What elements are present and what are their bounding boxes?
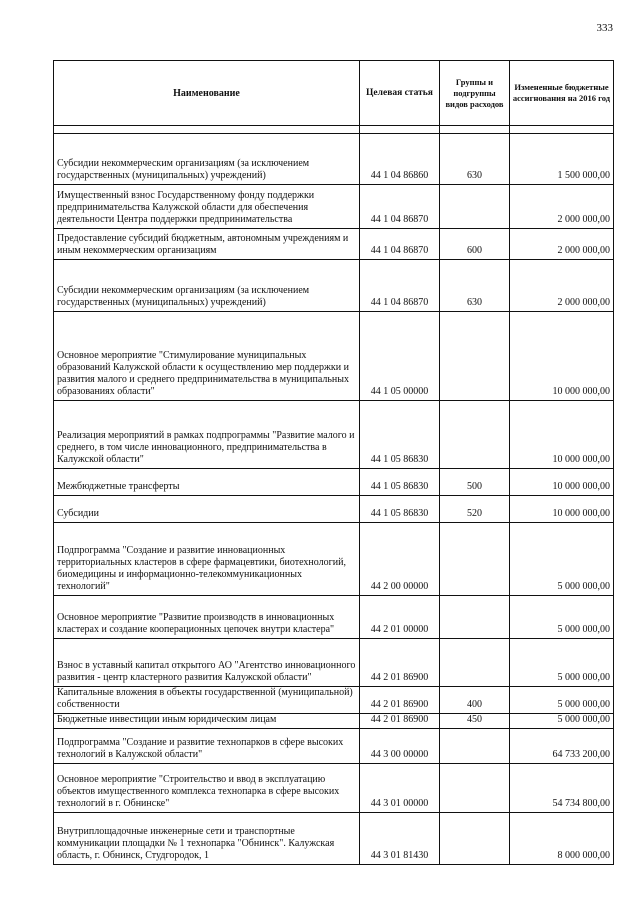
budget-table: [53, 60, 614, 865]
cell-article: 44 1 05 86830: [360, 469, 440, 496]
cell-amount: 5 000 000,00: [510, 687, 614, 714]
cell-name: Подпрограмма "Создание и развитие технопарков в сфере высоких технологий в Калужской области": [54, 729, 360, 764]
table-row: [54, 469, 614, 496]
table-row: [54, 764, 614, 813]
cell-article: 44 3 01 00000: [360, 764, 440, 813]
cell-name: Бюджетные инвестиции иным юридическим лицам: [54, 714, 360, 729]
cell-group: 520: [440, 496, 510, 523]
cell-amount: 5 000 000,00: [510, 714, 614, 729]
cell-amount: 2 000 000,00: [510, 185, 614, 229]
table-row: [54, 229, 614, 260]
cell-group: 600: [440, 229, 510, 260]
cell-name: Межбюджетные трансферты: [54, 469, 360, 496]
table-row: [54, 185, 614, 229]
cell-article: 44 1 05 00000: [360, 312, 440, 401]
table-row: [54, 401, 614, 469]
cell-article: 44 2 01 86900: [360, 714, 440, 729]
cell-article: 44 3 01 81430: [360, 813, 440, 865]
cell-amount: 10 000 000,00: [510, 469, 614, 496]
cell-name: Основное мероприятие "Стимулирование муниципальных образований Калужской области к осуществлению мер поддержки и развития малого и среднего предпринимательства в муниципальных образованиях области": [54, 312, 360, 401]
table-row: [54, 596, 614, 639]
cell-name: Подпрограмма "Создание и развитие инновационных территориальных кластеров в сфере фармацевтики, биотехнологий, биомедицины и информационно-телекоммуникационных технологий": [54, 523, 360, 596]
table-header-row: [54, 61, 614, 126]
cell-amount: 10 000 000,00: [510, 401, 614, 469]
cell-article: 44 1 04 86870: [360, 229, 440, 260]
cell-group: [440, 523, 510, 596]
header-article: Целевая статья: [360, 61, 440, 126]
cell-amount: 2 000 000,00: [510, 229, 614, 260]
cell-name: Основное мероприятие "Развитие производств в инновационных кластерах и создание кооперационных цепочек внутри кластера": [54, 596, 360, 639]
header-amount: Измененные бюджетные ассигнования на 2016 год: [510, 61, 614, 126]
table-row: [54, 312, 614, 401]
cell-name: Субсидии некоммерческим организациям (за исключением государственных (муниципальных) учреждений): [54, 260, 360, 312]
cell-article: 44 2 01 86900: [360, 639, 440, 687]
cell-group: 400: [440, 687, 510, 714]
cell-amount: 5 000 000,00: [510, 596, 614, 639]
table-row: [54, 639, 614, 687]
cell-article: 44 3 00 00000: [360, 729, 440, 764]
cell-group: 630: [440, 134, 510, 185]
table-row: [54, 523, 614, 596]
cell-name: Субсидии: [54, 496, 360, 523]
cell-amount: 64 733 200,00: [510, 729, 614, 764]
cell-article: 44 1 04 86870: [360, 260, 440, 312]
header-spacer-row: [54, 126, 614, 134]
table-row: [54, 813, 614, 865]
cell-group: [440, 813, 510, 865]
cell-name: Основное мероприятие "Строительство и ввод в эксплуатацию объектов имущественного комплекса технопарка в сфере высоких технологий в г. Обнинске": [54, 764, 360, 813]
cell-article: 44 1 05 86830: [360, 401, 440, 469]
cell-group: [440, 401, 510, 469]
table-row: [54, 496, 614, 523]
table-row: [54, 687, 614, 714]
cell-name: Имущественный взнос Государственному фонду поддержки предпринимательства Калужской области для обеспечения деятельности Центра поддержки предпринимательства: [54, 185, 360, 229]
table-row: [54, 260, 614, 312]
cell-name: Субсидии некоммерческим организациям (за исключением государственных (муниципальных) учреждений): [54, 134, 360, 185]
cell-group: [440, 764, 510, 813]
cell-amount: 8 000 000,00: [510, 813, 614, 865]
cell-group: [440, 185, 510, 229]
cell-amount: 1 500 000,00: [510, 134, 614, 185]
cell-amount: 10 000 000,00: [510, 312, 614, 401]
cell-article: 44 1 04 86870: [360, 185, 440, 229]
cell-group: [440, 596, 510, 639]
cell-group: 630: [440, 260, 510, 312]
header-name: Наименование: [54, 61, 360, 126]
cell-amount: 10 000 000,00: [510, 496, 614, 523]
cell-group: [440, 639, 510, 687]
cell-name: Предоставление субсидий бюджетным, автономным учреждениям и иным некоммерческим организациям: [54, 229, 360, 260]
cell-group: 450: [440, 714, 510, 729]
cell-article: 44 2 01 00000: [360, 596, 440, 639]
cell-name: Взнос в уставный капитал открытого АО "Агентство инновационного развития - центр кластерного развития Калужской области": [54, 639, 360, 687]
header-group: Группы и подгруппы видов расходов: [440, 61, 510, 126]
cell-group: [440, 729, 510, 764]
cell-name: Капитальные вложения в объекты государственной (муниципальной) собственности: [54, 687, 360, 714]
cell-group: [440, 312, 510, 401]
cell-group: 500: [440, 469, 510, 496]
cell-amount: 2 000 000,00: [510, 260, 614, 312]
table-body: [54, 126, 614, 865]
cell-amount: 54 734 800,00: [510, 764, 614, 813]
cell-article: 44 1 05 86830: [360, 496, 440, 523]
table-row: [54, 134, 614, 185]
cell-amount: 5 000 000,00: [510, 639, 614, 687]
cell-article: 44 1 04 86860: [360, 134, 440, 185]
cell-article: 44 2 00 00000: [360, 523, 440, 596]
table-row: [54, 714, 614, 729]
cell-article: 44 2 01 86900: [360, 687, 440, 714]
page-number: 333: [596, 22, 613, 34]
cell-name: Внутриплощадочные инженерные сети и транспортные коммуникации площадки № 1 технопарка "Обнинск". Калужская область, г. Обнинск, Студгородок, 1: [54, 813, 360, 865]
table-row: [54, 729, 614, 764]
cell-amount: 5 000 000,00: [510, 523, 614, 596]
cell-name: Реализация мероприятий в рамках подпрограммы "Развитие малого и среднего, в том числе инновационного, предпринимательства в Калужской области": [54, 401, 360, 469]
